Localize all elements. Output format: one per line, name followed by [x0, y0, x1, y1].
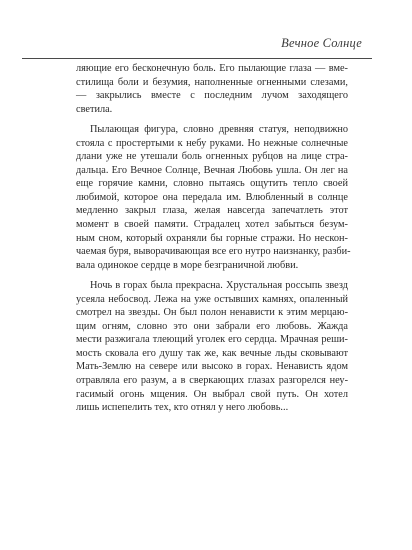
- paragraph-3: [76, 279, 348, 414]
- text-line: — закрылись вместе с последним лучом заходящего: [76, 90, 348, 102]
- text-line: чаемая буря, выворачивающая все его нутро наизнанку, разби-: [76, 246, 351, 258]
- running-header-title: Вечное Солнце: [281, 36, 362, 50]
- text-line: Ночь в горах была прекрасна. Хрустальная россыпь звезд: [90, 280, 348, 292]
- text-line: усеяла небосвод. Лежа на уже остывших камнях, опаленный: [76, 293, 348, 305]
- text-line: ляющие его бесконечную боль. Его пылающие глаза — вме-: [76, 63, 348, 74]
- text-line: еще горячие камни, словно пытаясь ощутить тепло своей: [76, 178, 348, 190]
- text-line: ным сном, который охраняли бы горные стражи. Но нескон-: [76, 232, 348, 244]
- text-line: Пылающая фигура, словно древняя статуя, неподвижно: [90, 124, 348, 136]
- body-text: [76, 62, 351, 415]
- text-line: лишь испепелить тех, кто отнял у него любовь...: [76, 402, 289, 414]
- paragraph-1: [76, 62, 348, 116]
- text-line: Мать-Землю на севере или высоко в горах. Ненависть ядом: [76, 361, 348, 373]
- paragraph-2: [76, 123, 351, 272]
- text-line: момент в своей памяти. Страдалец хотел забыться безум-: [76, 219, 348, 231]
- header-rule: [22, 58, 372, 59]
- text-line: вала одинокое сердце в море безграничной любви.: [76, 259, 299, 271]
- text-line: любимой, которое она передала им. Влюбленный в солнце: [76, 191, 348, 203]
- text-line: смотрел на звезды. Он был полон ненависти к этим мерцаю-: [76, 307, 348, 319]
- text-line: гасимый огонь мщения. Он выбрал свой путь. Он хотел: [76, 388, 348, 400]
- text-line: отравляла его разум, а в сверкающих глазах разгорелся неу-: [76, 375, 348, 387]
- text-line: стояла с простертыми к небу руками. Но нежные солнечные: [76, 137, 348, 149]
- text-line: светила.: [76, 103, 113, 115]
- text-line: дальца. Его Вечное Солнце, Вечная Любовь ушла. Он лег на: [76, 164, 348, 176]
- text-line: мость сковала его душу так же, как вечные льды сковывают: [76, 347, 348, 359]
- text-line: щим огням, словно это они забрали его любовь. Жажда: [76, 320, 348, 332]
- text-line: медленно закрыл глаза, желая навсегда запечатлеть этот: [76, 205, 348, 217]
- text-line: стилища боли и безумия, наполненные огненными слезами,: [76, 76, 348, 88]
- text-line: мести разжигала тлеющий уголек его сердца. Мрачная реши-: [76, 334, 348, 346]
- text-line: длани уже не утешали боль огненных рубцов на лице стра-: [76, 151, 348, 163]
